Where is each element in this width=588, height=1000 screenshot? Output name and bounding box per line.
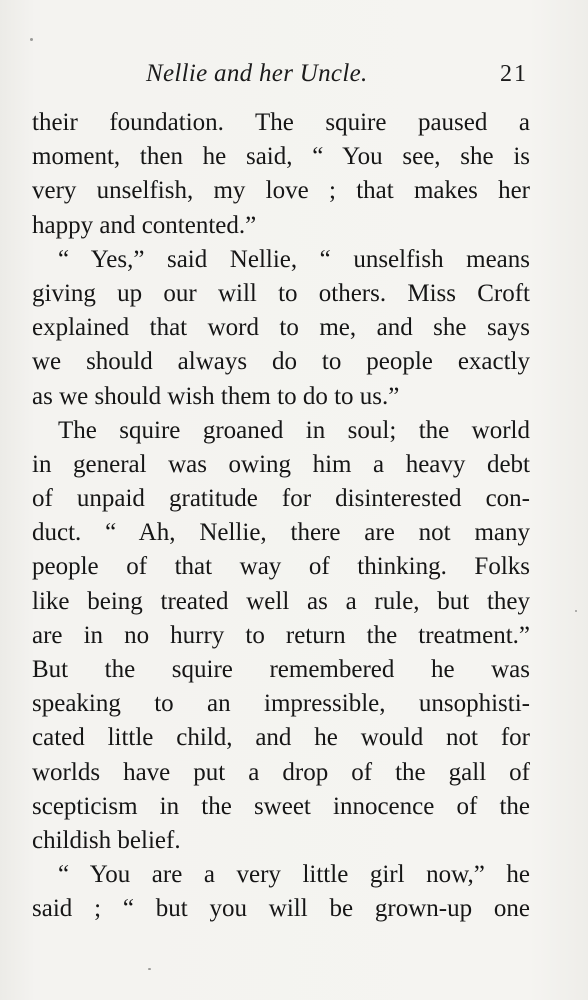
text-line: in general was owing him a heavy debt [32, 450, 530, 478]
text-line: happy and contented.” [32, 211, 257, 239]
text-line: But the squire remembered he was [32, 656, 530, 683]
text-line: like being treated well as a rule, but they [32, 587, 530, 615]
text-line: explained that word to me, and she says [32, 314, 530, 342]
text-line: moment, then he said, “ You see, she is [32, 143, 530, 171]
text-line: we should always do to people exactly [32, 348, 530, 376]
paper-speck [30, 38, 33, 41]
text-line: giving up our will to others. Miss Croft [32, 279, 530, 307]
text-line: worlds have put a drop of the gall of [32, 758, 530, 786]
paper-speck [575, 610, 577, 612]
running-title: Nellie and her Uncle. [146, 60, 368, 87]
text-line: The squire groaned in soul; the world [58, 416, 530, 444]
text-line: very unselfish, my love ; that makes her [32, 177, 530, 205]
text-line: scepticism in the sweet innocence of the [32, 792, 530, 820]
text-line: as we should wish them to do to us.” [32, 382, 400, 410]
text-line: “ You are a very little girl now,” he [58, 861, 530, 889]
text-line: are in no hurry to return the treatment.” [32, 621, 530, 649]
text-line: “ Yes,” said Nellie, “ unselfish means [58, 245, 530, 273]
body-text [32, 106, 530, 927]
page-number: 21 [500, 61, 528, 87]
text-line: said ; “ but you will be grown-up one [32, 895, 530, 923]
text-line: people of that way of thinking. Folks [32, 553, 530, 581]
text-line: of unpaid gratitude for disinterested con- [32, 485, 530, 513]
text-line: cated little child, and he would not for [32, 724, 530, 752]
text-line: speaking to an impressible, unsophisti- [32, 690, 530, 718]
text-line: duct. “ Ah, Nellie, there are not many [32, 519, 530, 547]
text-line: childish belief. [32, 826, 181, 854]
paper-speck [148, 968, 151, 970]
running-head [34, 60, 534, 94]
text-line: their foundation. The squire paused a [32, 109, 530, 136]
